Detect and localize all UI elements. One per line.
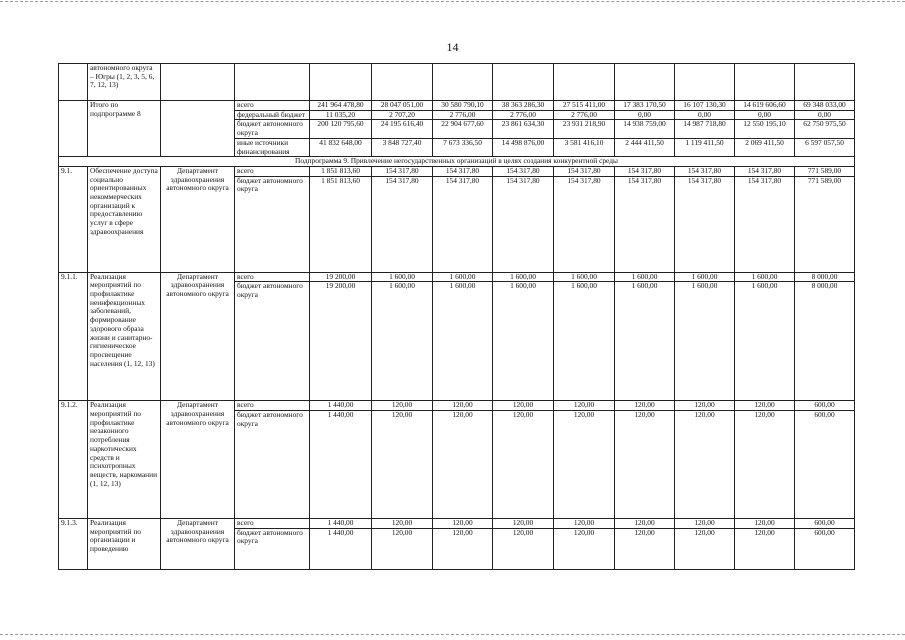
item-responsible-cell: Департамент здравоохранения автономного округа [161,401,235,519]
scan-edge-bottom [0,634,905,635]
value-cell: 1 600,00 [372,272,433,282]
value-cell [433,64,493,101]
value-cell: 2 707,20 [372,110,433,120]
value-cell [554,64,615,101]
funding-source-cell: всего [235,272,310,282]
value-cell: 30 580 790,10 [433,101,493,111]
value-cell: 1 119 411,50 [675,138,735,156]
value-cell: 600,00 [795,528,855,569]
value-cell: 0,00 [615,110,675,120]
subprogram-heading-row [59,157,855,167]
value-cell: 120,00 [372,411,433,519]
value-cell: 1 440,00 [310,401,372,411]
value-cell: 120,00 [735,411,795,519]
value-cell: 120,00 [615,528,675,569]
value-cell: 22 904 677,60 [433,120,493,138]
code-cell [59,64,88,101]
scan-edge-top [0,1,905,2]
value-cell: 771 589,00 [795,176,855,272]
item-name-cell: Реализация мероприятий по организации и проведению [88,519,161,570]
responsible-cell [161,101,235,157]
value-cell: 1 600,00 [554,272,615,282]
value-cell: 2 776,00 [433,110,493,120]
value-cell: 600,00 [795,519,855,529]
value-cell: 69 348 033,00 [795,101,855,111]
funding-source-cell: всего [235,401,310,411]
value-cell: 1 440,00 [310,519,372,529]
value-cell: 120,00 [735,401,795,411]
value-cell: 17 383 170,50 [615,101,675,111]
item-name-cell: Реализация мероприятий по профилактике незаконного потребления наркотических средств и психотропных веществ, наркомании (1, 12, 13) [88,401,161,519]
value-cell: 154 317,80 [372,176,433,272]
value-cell: 154 317,80 [615,176,675,272]
value-cell: 1 600,00 [433,282,493,401]
value-cell: 120,00 [372,519,433,529]
value-cell: 38 363 286,30 [493,101,554,111]
value-cell: 1 440,00 [310,411,372,519]
value-cell: 120,00 [372,528,433,569]
funding-source-cell: иные источники финансирования [235,138,310,156]
value-cell: 120,00 [615,519,675,529]
value-cell [795,64,855,101]
value-cell: 120,00 [433,401,493,411]
funding-source-cell: бюджет автономного округа [235,176,310,272]
funding-source-cell: бюджет автономного округа [235,411,310,519]
value-cell: 0,00 [795,110,855,120]
page-number: 14 [446,40,459,54]
value-cell: 1 600,00 [372,282,433,401]
item-code-cell: 9.1.1. [59,272,88,401]
value-cell: 120,00 [615,411,675,519]
value-cell: 120,00 [493,411,554,519]
value-cell: 120,00 [554,519,615,529]
value-cell: 771 589,00 [795,166,855,176]
value-cell [493,64,554,101]
item-code-cell: 9.1.2. [59,401,88,519]
value-cell: 154 317,80 [675,176,735,272]
value-cell: 200 120 795,60 [310,120,372,138]
item-name-cell: Обеспечение доступа социально ориентированных некоммерческих организаций к предоставлению услуг в сфере здравоохранения [88,166,161,272]
funding-source-cell: всего [235,519,310,529]
value-cell: 120,00 [735,528,795,569]
value-cell: 62 750 975,50 [795,120,855,138]
value-cell: 120,00 [615,401,675,411]
value-cell: 120,00 [675,401,735,411]
budget-table [58,63,855,570]
value-cell: 0,00 [735,110,795,120]
value-cell: 600,00 [795,401,855,411]
funding-source-cell: федеральный бюджет [235,110,310,120]
value-cell: 120,00 [554,401,615,411]
value-cell: 19 200,00 [310,282,372,401]
value-cell: 8 000,00 [795,272,855,282]
item-code-cell: 9.1.3. [59,519,88,570]
value-cell: 1 440,00 [310,528,372,569]
table-row [59,519,855,529]
table-row [59,101,855,111]
value-cell: 120,00 [433,528,493,569]
value-cell: 7 673 336,50 [433,138,493,156]
item-responsible-cell: Департамент здравоохранения автономного округа [161,519,235,570]
value-cell: 3 848 727,40 [372,138,433,156]
value-cell: 24 195 616,40 [372,120,433,138]
value-cell [235,64,310,101]
item-responsible-cell: Департамент здравоохранения автономного округа [161,166,235,272]
value-cell: 1 600,00 [675,272,735,282]
value-cell: 41 832 648,00 [310,138,372,156]
value-cell: 23 861 634,30 [493,120,554,138]
total-label-cell: Итого по подпрограмме 8 [88,101,161,157]
value-cell: 1 600,00 [615,282,675,401]
value-cell: 2 776,00 [493,110,554,120]
value-cell: 120,00 [675,528,735,569]
funding-source-cell: бюджет автономного округа [235,528,310,569]
value-cell: 16 107 130,30 [675,101,735,111]
value-cell: 154 317,80 [675,166,735,176]
value-cell: 120,00 [675,519,735,529]
value-cell: 14 987 718,80 [675,120,735,138]
value-cell: 120,00 [433,519,493,529]
value-cell: 120,00 [372,401,433,411]
funding-source-cell: всего [235,166,310,176]
value-cell: 120,00 [493,401,554,411]
value-cell: 154 317,80 [493,176,554,272]
value-cell [675,64,735,101]
code-cell [59,101,88,157]
value-cell: 1 600,00 [433,272,493,282]
value-cell [310,64,372,101]
item-responsible-cell: Департамент здравоохранения автономного округа [161,272,235,401]
value-cell: 14 619 606,60 [735,101,795,111]
value-cell: 1 600,00 [735,272,795,282]
table-row [59,166,855,176]
value-cell: 19 200,00 [310,272,372,282]
value-cell: 1 600,00 [493,282,554,401]
value-cell: 28 047 051,00 [372,101,433,111]
value-cell: 1 851 813,60 [310,166,372,176]
value-cell: 154 317,80 [433,176,493,272]
value-cell: 1 600,00 [554,282,615,401]
value-cell [372,64,433,101]
value-cell: 1 851 813,60 [310,176,372,272]
table-row [59,64,855,101]
funding-source-cell: бюджет автономного округа [235,120,310,138]
value-cell: 12 550 195,10 [735,120,795,138]
value-cell [615,64,675,101]
value-cell: 3 581 416,10 [554,138,615,156]
value-cell: 120,00 [433,411,493,519]
value-cell: 27 515 411,00 [554,101,615,111]
value-cell: 120,00 [735,519,795,529]
value-cell: 14 938 759,00 [615,120,675,138]
value-cell: 23 931 218,90 [554,120,615,138]
value-cell: 120,00 [493,528,554,569]
value-cell: 600,00 [795,411,855,519]
value-cell: 2 444 411,50 [615,138,675,156]
funding-source-cell: бюджет автономного округа [235,282,310,401]
value-cell: 120,00 [493,519,554,529]
subprogram-title: Подпрограмма 9. Привлечение негосударственных организаций в целях создания конкурентной среды [59,157,855,167]
value-cell: 1 600,00 [615,272,675,282]
responsible-cell [161,64,235,101]
funding-source-cell: всего [235,101,310,111]
value-cell: 1 600,00 [675,282,735,401]
value-cell: 2 069 411,50 [735,138,795,156]
value-cell: 1 600,00 [493,272,554,282]
value-cell: 11 035,20 [310,110,372,120]
value-cell: 8 000,00 [795,282,855,401]
value-cell: 154 317,80 [554,166,615,176]
table-row [59,272,855,282]
value-cell: 120,00 [554,528,615,569]
value-cell: 241 964 478,80 [310,101,372,111]
value-cell: 120,00 [554,411,615,519]
value-cell: 154 317,80 [372,166,433,176]
value-cell: 2 776,00 [554,110,615,120]
value-cell: 0,00 [675,110,735,120]
value-cell: 154 317,80 [493,166,554,176]
item-name-cell: Реализация мероприятий по профилактике неинфекционных заболеваний, формирование здорового образа жизни и санитарно-гигиеническое просвещение населения (1, 12, 13) [88,272,161,401]
value-cell: 14 498 876,00 [493,138,554,156]
item-code-cell: 9.1. [59,166,88,272]
value-cell [735,64,795,101]
value-cell: 154 317,80 [735,176,795,272]
carry-over-name-cell: автономного округа – Югры (1, 2, 3, 5, 6, 7, 12, 13) [88,64,161,101]
value-cell: 1 600,00 [735,282,795,401]
table-row [59,401,855,411]
value-cell: 154 317,80 [615,166,675,176]
value-cell: 154 317,80 [735,166,795,176]
value-cell: 154 317,80 [433,166,493,176]
value-cell: 6 597 057,50 [795,138,855,156]
value-cell: 154 317,80 [554,176,615,272]
value-cell: 120,00 [675,411,735,519]
